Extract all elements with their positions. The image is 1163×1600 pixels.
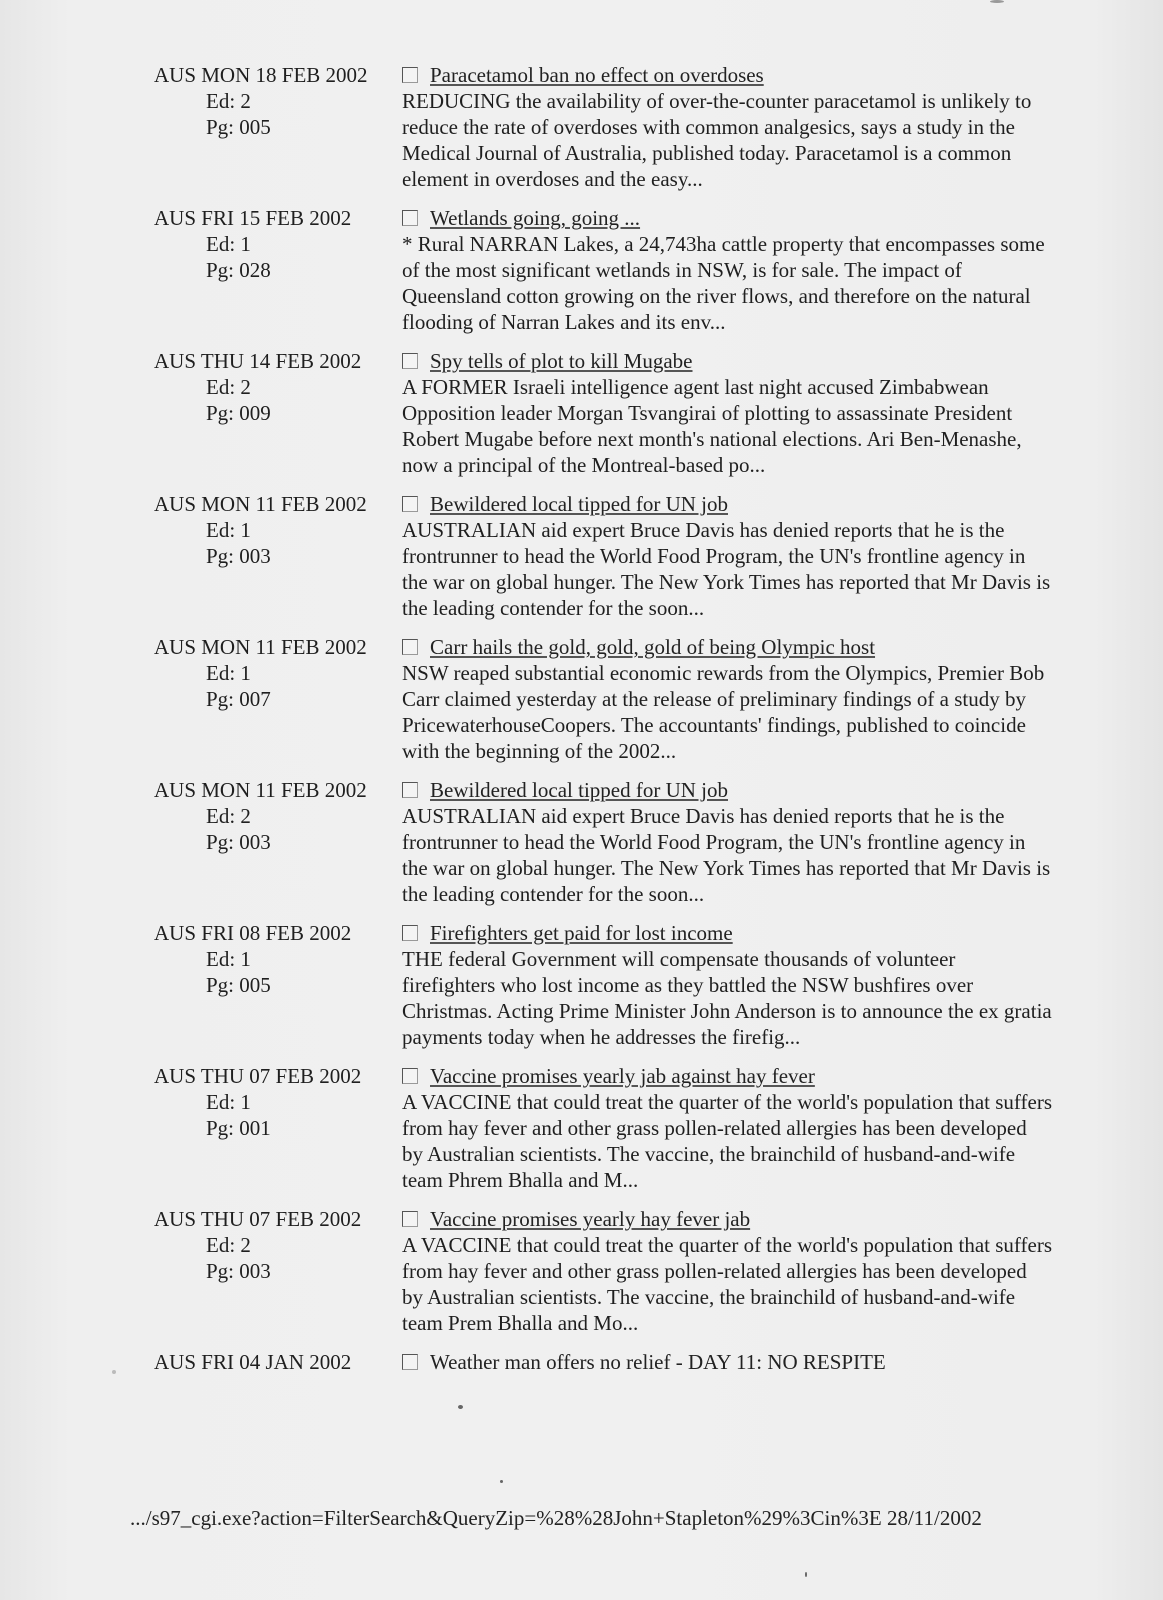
result-body bbox=[402, 348, 1052, 478]
scan-speck bbox=[500, 1480, 503, 1483]
result-meta bbox=[154, 62, 404, 140]
result-date: AUS MON 11 FEB 2002 bbox=[154, 635, 367, 659]
print-footer-url: .../s97_cgi.exe?action=FilterSearch&QueryZip=%28%28John+Stapleton%29%3Cin%3E 28/11/2002 bbox=[130, 1506, 982, 1530]
result-body bbox=[402, 1206, 1052, 1336]
result-body bbox=[402, 62, 1052, 192]
result-body bbox=[402, 1349, 1052, 1371]
result-title-link[interactable]: Carr hails the gold, gold, gold of being Olympic host bbox=[430, 635, 876, 659]
result-body bbox=[402, 920, 1052, 1050]
result-snippet: NSW reaped substantial economic rewards from the Olympics, Premier Bob Carr claimed yesterday at the release of preliminary findings of a study by PricewaterhouseCoopers. The accountants' findings, published to coincide with the beginning of the 2002... bbox=[402, 661, 1045, 763]
result-date: AUS FRI 04 JAN 2002 bbox=[154, 1350, 352, 1374]
result-date: AUS THU 07 FEB 2002 bbox=[154, 1207, 362, 1231]
select-checkbox[interactable] bbox=[402, 1354, 418, 1370]
result-snippet: AUSTRALIAN aid expert Bruce Davis has denied reports that he is the frontrunner to head the World Food Program, the UN's frontline agency in the war on global hunger. The New York Times has reported that Mr Davis is the leading contender for the soon... bbox=[402, 518, 1051, 620]
result-title-link[interactable]: Weather man offers no relief - DAY 11: NO RESPITE bbox=[430, 1350, 886, 1371]
result-title-link[interactable]: Spy tells of plot to kill Mugabe bbox=[430, 349, 693, 373]
result-page: Pg: 003 bbox=[206, 544, 271, 568]
result-snippet: AUSTRALIAN aid expert Bruce Davis has denied reports that he is the frontrunner to head the World Food Program, the UN's frontline agency in the war on global hunger. The New York Times has reported that Mr Davis is the leading contender for the soon... bbox=[402, 804, 1051, 906]
result-meta bbox=[154, 1063, 404, 1141]
result-page: Pg: 003 bbox=[206, 830, 271, 854]
result-edition: Ed: 1 bbox=[206, 232, 251, 256]
select-checkbox[interactable] bbox=[402, 496, 418, 512]
result-body bbox=[402, 1063, 1052, 1193]
result-date: AUS FRI 08 FEB 2002 bbox=[154, 921, 352, 945]
result-item bbox=[0, 491, 1163, 634]
result-page: Pg: 009 bbox=[206, 401, 271, 425]
result-snippet: * Rural NARRAN Lakes, a 24,743ha cattle property that encompasses some of the most significant wetlands in NSW, is for sale. The impact of Queensland cotton growing on the river flows, and therefore on the natural flooding of Narran Lakes and its env... bbox=[402, 232, 1045, 334]
result-date: AUS THU 14 FEB 2002 bbox=[154, 349, 362, 373]
result-body bbox=[402, 777, 1052, 907]
result-edition: Ed: 2 bbox=[206, 375, 251, 399]
result-item bbox=[0, 1063, 1163, 1206]
result-date: AUS THU 07 FEB 2002 bbox=[154, 1064, 362, 1088]
result-snippet: REDUCING the availability of over-the-counter paracetamol is unlikely to reduce the rate of overdoses with common analgesics, says a study in the Medical Journal of Australia, published today. Paracetamol is a common element in overdoses and the easy... bbox=[402, 89, 1032, 191]
result-meta bbox=[154, 205, 404, 283]
result-meta bbox=[154, 777, 404, 855]
select-checkbox[interactable] bbox=[402, 353, 418, 369]
result-meta bbox=[154, 348, 404, 426]
result-body bbox=[402, 205, 1052, 335]
result-date: AUS MON 18 FEB 2002 bbox=[154, 63, 368, 87]
result-snippet: A VACCINE that could treat the quarter of the world's population that suffers from hay fever and other grass pollen-related allergies has been developed by Australian scientists. The vaccine, the brainchild of husband-and-wife team Phrem Bhalla and M... bbox=[402, 1090, 1052, 1192]
result-meta bbox=[154, 634, 404, 712]
result-title-link[interactable]: Bewildered local tipped for UN job bbox=[430, 778, 728, 802]
result-title-link[interactable]: Vaccine promises yearly jab against hay fever bbox=[430, 1064, 815, 1088]
search-results-list bbox=[0, 62, 1163, 1389]
result-item bbox=[0, 348, 1163, 491]
result-item bbox=[0, 920, 1163, 1063]
result-edition: Ed: 1 bbox=[206, 947, 251, 971]
select-checkbox[interactable] bbox=[402, 210, 418, 226]
result-page: Pg: 001 bbox=[206, 1116, 271, 1140]
scan-speck bbox=[805, 1572, 807, 1577]
result-body bbox=[402, 491, 1052, 621]
result-body bbox=[402, 634, 1052, 764]
scan-speck bbox=[112, 1370, 116, 1374]
select-checkbox[interactable] bbox=[402, 1068, 418, 1084]
result-date: AUS MON 11 FEB 2002 bbox=[154, 778, 367, 802]
result-edition: Ed: 2 bbox=[206, 89, 251, 113]
select-checkbox[interactable] bbox=[402, 782, 418, 798]
result-meta bbox=[154, 920, 404, 998]
result-item bbox=[0, 1206, 1163, 1349]
result-title-link[interactable]: Firefighters get paid for lost income bbox=[430, 921, 733, 945]
result-item bbox=[0, 634, 1163, 777]
select-checkbox[interactable] bbox=[402, 925, 418, 941]
result-edition: Ed: 1 bbox=[206, 1090, 251, 1114]
result-page: Pg: 028 bbox=[206, 258, 271, 282]
select-checkbox[interactable] bbox=[402, 67, 418, 83]
result-snippet: THE federal Government will compensate thousands of volunteer firefighters who lost income as they battled the NSW bushfires over Christmas. Acting Prime Minister John Anderson is to announce the ex gratia payments today when he addresses the firefig... bbox=[402, 947, 1052, 1049]
result-item bbox=[0, 205, 1163, 348]
result-item bbox=[0, 62, 1163, 205]
result-meta bbox=[154, 491, 404, 569]
result-snippet: A VACCINE that could treat the quarter of the world's population that suffers from hay fever and other grass pollen-related allergies has been developed by Australian scientists. The vaccine, the brainchild of husband-and-wife team Prem Bhalla and Mo... bbox=[402, 1233, 1052, 1335]
scan-speck bbox=[458, 1405, 463, 1409]
result-date: AUS MON 11 FEB 2002 bbox=[154, 492, 367, 516]
select-checkbox[interactable] bbox=[402, 639, 418, 655]
result-meta bbox=[154, 1349, 404, 1375]
result-item bbox=[0, 777, 1163, 920]
result-page: Pg: 005 bbox=[206, 115, 271, 139]
result-page: Pg: 003 bbox=[206, 1259, 271, 1283]
result-edition: Ed: 2 bbox=[206, 804, 251, 828]
result-title-link[interactable]: Vaccine promises yearly hay fever jab bbox=[430, 1207, 751, 1231]
result-edition: Ed: 1 bbox=[206, 661, 251, 685]
result-title-link[interactable]: Paracetamol ban no effect on overdoses bbox=[430, 63, 764, 87]
result-date: AUS FRI 15 FEB 2002 bbox=[154, 206, 352, 230]
result-edition: Ed: 1 bbox=[206, 518, 251, 542]
result-edition: Ed: 2 bbox=[206, 1233, 251, 1257]
result-meta bbox=[154, 1206, 404, 1284]
result-page: Pg: 007 bbox=[206, 687, 271, 711]
select-checkbox[interactable] bbox=[402, 1211, 418, 1227]
result-title-link[interactable]: Bewildered local tipped for UN job bbox=[430, 492, 728, 516]
scan-speck bbox=[990, 0, 1004, 3]
result-page: Pg: 005 bbox=[206, 973, 271, 997]
result-item-truncated bbox=[0, 1349, 1163, 1389]
result-snippet: A FORMER Israeli intelligence agent last night accused Zimbabwean Opposition leader Morgan Tsvangirai of plotting to assassinate President Robert Mugabe before next month's national elections. Ari Ben-Menashe, now a principal of the Montreal-based po... bbox=[402, 375, 1022, 477]
result-title-link[interactable]: Wetlands going, going ... bbox=[430, 206, 641, 230]
